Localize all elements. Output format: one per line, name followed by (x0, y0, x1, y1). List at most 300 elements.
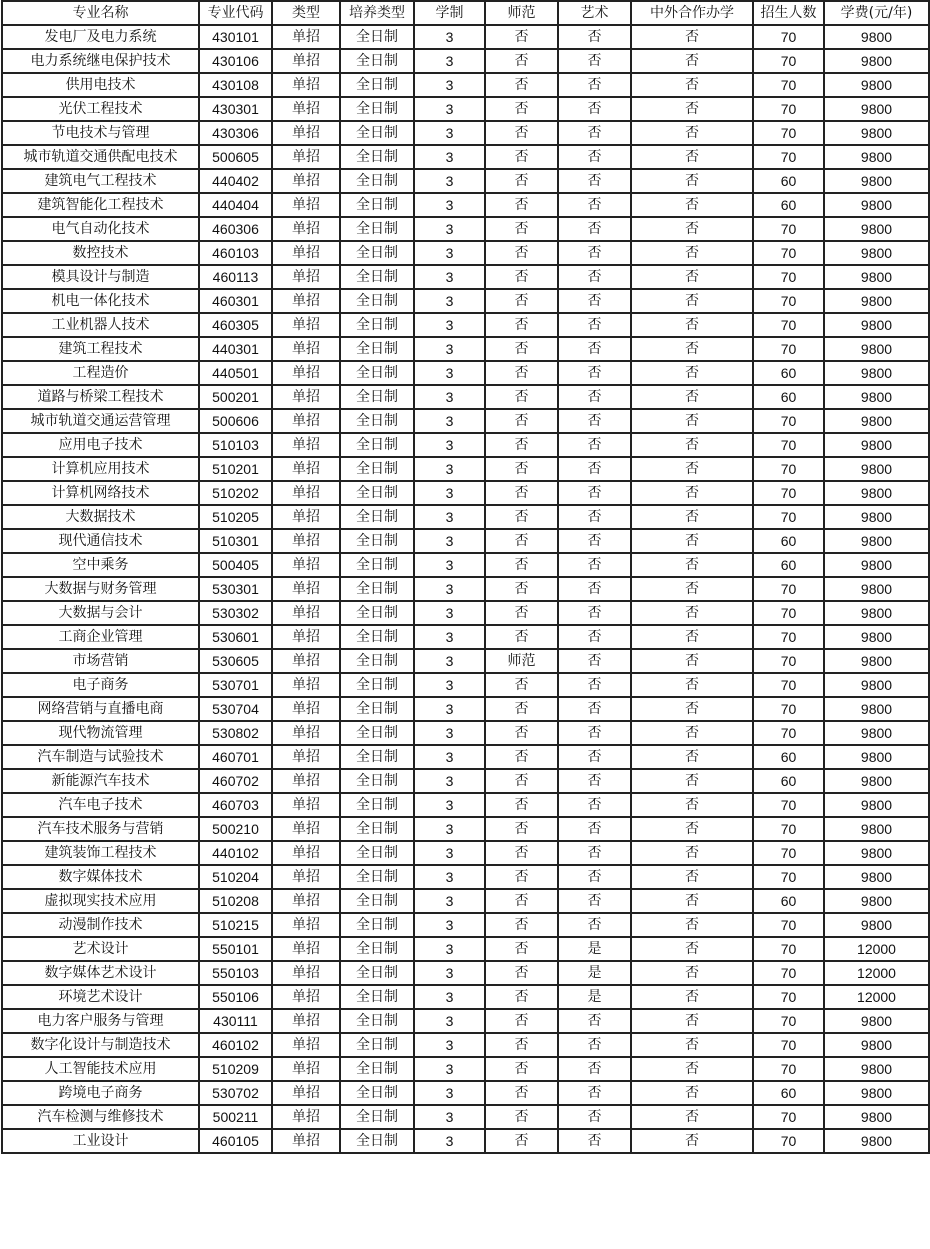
cell-major-name: 城市轨道交通运营管理 (2, 409, 199, 433)
cell-enrollment-count: 70 (753, 649, 824, 673)
cell-admission-type: 单招 (272, 529, 340, 553)
cell-art: 否 (558, 169, 631, 193)
cell-major-name: 动漫制作技术 (2, 913, 199, 937)
cell-art: 否 (558, 1081, 631, 1105)
cell-major-name: 模具设计与制造 (2, 265, 199, 289)
cell-study-mode: 全日制 (340, 913, 414, 937)
table-row (2, 1129, 929, 1153)
cell-study-mode: 全日制 (340, 673, 414, 697)
cell-art: 否 (558, 721, 631, 745)
cell-duration: 3 (414, 721, 485, 745)
cell-major-code: 460305 (199, 313, 272, 337)
cell-major-name: 道路与桥梁工程技术 (2, 385, 199, 409)
cell-sino-foreign: 否 (631, 1105, 753, 1129)
cell-major-name: 供用电技术 (2, 73, 199, 97)
table-row (2, 865, 929, 889)
cell-tuition: 9800 (824, 793, 929, 817)
cell-sino-foreign: 否 (631, 553, 753, 577)
cell-sino-foreign: 否 (631, 73, 753, 97)
cell-sino-foreign: 否 (631, 865, 753, 889)
header-study-mode: 培养类型 (340, 1, 414, 25)
cell-teacher-training: 否 (485, 121, 558, 145)
cell-duration: 3 (414, 625, 485, 649)
table-row (2, 409, 929, 433)
cell-sino-foreign: 否 (631, 817, 753, 841)
cell-major-code: 460113 (199, 265, 272, 289)
cell-major-code: 530605 (199, 649, 272, 673)
cell-duration: 3 (414, 889, 485, 913)
cell-study-mode: 全日制 (340, 217, 414, 241)
cell-admission-type: 单招 (272, 25, 340, 49)
cell-major-name: 数控技术 (2, 241, 199, 265)
cell-admission-type: 单招 (272, 169, 340, 193)
cell-art: 否 (558, 241, 631, 265)
cell-teacher-training: 否 (485, 145, 558, 169)
cell-major-name: 网络营销与直播电商 (2, 697, 199, 721)
cell-teacher-training: 否 (485, 553, 558, 577)
cell-study-mode: 全日制 (340, 457, 414, 481)
cell-sino-foreign: 否 (631, 745, 753, 769)
table-body (2, 25, 929, 1153)
cell-enrollment-count: 60 (753, 169, 824, 193)
cell-tuition: 9800 (824, 1081, 929, 1105)
cell-admission-type: 单招 (272, 601, 340, 625)
cell-major-name: 工业设计 (2, 1129, 199, 1153)
cell-study-mode: 全日制 (340, 385, 414, 409)
cell-teacher-training: 否 (485, 1081, 558, 1105)
cell-admission-type: 单招 (272, 865, 340, 889)
cell-duration: 3 (414, 313, 485, 337)
cell-sino-foreign: 否 (631, 97, 753, 121)
cell-study-mode: 全日制 (340, 505, 414, 529)
cell-major-code: 530601 (199, 625, 272, 649)
cell-tuition: 9800 (824, 169, 929, 193)
cell-major-code: 510208 (199, 889, 272, 913)
cell-major-code: 500606 (199, 409, 272, 433)
cell-sino-foreign: 否 (631, 289, 753, 313)
cell-art: 否 (558, 481, 631, 505)
cell-teacher-training: 否 (485, 1033, 558, 1057)
cell-admission-type: 单招 (272, 553, 340, 577)
table-row (2, 769, 929, 793)
cell-major-code: 530702 (199, 1081, 272, 1105)
cell-major-code: 510103 (199, 433, 272, 457)
cell-sino-foreign: 否 (631, 481, 753, 505)
cell-tuition: 9800 (824, 289, 929, 313)
cell-study-mode: 全日制 (340, 337, 414, 361)
cell-teacher-training: 否 (485, 697, 558, 721)
cell-tuition: 9800 (824, 337, 929, 361)
table-row (2, 817, 929, 841)
cell-duration: 3 (414, 865, 485, 889)
cell-enrollment-count: 70 (753, 433, 824, 457)
cell-major-name: 数字媒体艺术设计 (2, 961, 199, 985)
cell-major-code: 460103 (199, 241, 272, 265)
cell-enrollment-count: 70 (753, 313, 824, 337)
cell-duration: 3 (414, 97, 485, 121)
table-header (2, 1, 929, 25)
cell-teacher-training: 否 (485, 169, 558, 193)
cell-teacher-training: 否 (485, 673, 558, 697)
cell-admission-type: 单招 (272, 481, 340, 505)
table-row (2, 793, 929, 817)
cell-duration: 3 (414, 193, 485, 217)
cell-major-name: 建筑工程技术 (2, 337, 199, 361)
cell-art: 否 (558, 625, 631, 649)
cell-sino-foreign: 否 (631, 337, 753, 361)
cell-enrollment-count: 70 (753, 481, 824, 505)
cell-teacher-training: 否 (485, 1009, 558, 1033)
cell-major-code: 530301 (199, 577, 272, 601)
cell-tuition: 9800 (824, 145, 929, 169)
cell-art: 否 (558, 1105, 631, 1129)
cell-major-name: 汽车检测与维修技术 (2, 1105, 199, 1129)
cell-study-mode: 全日制 (340, 721, 414, 745)
cell-tuition: 9800 (824, 601, 929, 625)
cell-admission-type: 单招 (272, 145, 340, 169)
cell-major-name: 汽车制造与试验技术 (2, 745, 199, 769)
cell-tuition: 12000 (824, 961, 929, 985)
cell-duration: 3 (414, 337, 485, 361)
cell-study-mode: 全日制 (340, 889, 414, 913)
cell-major-name: 汽车电子技术 (2, 793, 199, 817)
cell-admission-type: 单招 (272, 409, 340, 433)
cell-tuition: 9800 (824, 49, 929, 73)
cell-duration: 3 (414, 745, 485, 769)
cell-admission-type: 单招 (272, 193, 340, 217)
cell-sino-foreign: 否 (631, 529, 753, 553)
cell-study-mode: 全日制 (340, 193, 414, 217)
cell-admission-type: 单招 (272, 1009, 340, 1033)
cell-sino-foreign: 否 (631, 769, 753, 793)
cell-art: 否 (558, 121, 631, 145)
cell-teacher-training: 否 (485, 385, 558, 409)
cell-duration: 3 (414, 265, 485, 289)
cell-major-name: 现代通信技术 (2, 529, 199, 553)
cell-tuition: 9800 (824, 505, 929, 529)
cell-tuition: 9800 (824, 913, 929, 937)
cell-enrollment-count: 70 (753, 721, 824, 745)
cell-tuition: 9800 (824, 889, 929, 913)
cell-art: 否 (558, 889, 631, 913)
cell-duration: 3 (414, 793, 485, 817)
cell-art: 否 (558, 505, 631, 529)
cell-study-mode: 全日制 (340, 121, 414, 145)
cell-teacher-training: 否 (485, 1129, 558, 1153)
cell-major-code: 530802 (199, 721, 272, 745)
cell-enrollment-count: 70 (753, 673, 824, 697)
cell-art: 否 (558, 73, 631, 97)
cell-sino-foreign: 否 (631, 1129, 753, 1153)
cell-study-mode: 全日制 (340, 529, 414, 553)
cell-tuition: 9800 (824, 769, 929, 793)
cell-admission-type: 单招 (272, 961, 340, 985)
cell-enrollment-count: 70 (753, 289, 824, 313)
cell-duration: 3 (414, 553, 485, 577)
cell-duration: 3 (414, 529, 485, 553)
cell-art: 否 (558, 313, 631, 337)
cell-sino-foreign: 否 (631, 721, 753, 745)
cell-enrollment-count: 70 (753, 121, 824, 145)
cell-teacher-training: 否 (485, 97, 558, 121)
cell-teacher-training: 否 (485, 505, 558, 529)
cell-enrollment-count: 70 (753, 1033, 824, 1057)
cell-duration: 3 (414, 361, 485, 385)
cell-duration: 3 (414, 1105, 485, 1129)
cell-duration: 3 (414, 217, 485, 241)
cell-teacher-training: 否 (485, 577, 558, 601)
table-row (2, 481, 929, 505)
cell-teacher-training: 否 (485, 793, 558, 817)
cell-major-name: 电气自动化技术 (2, 217, 199, 241)
cell-major-code: 460102 (199, 1033, 272, 1057)
cell-major-name: 节电技术与管理 (2, 121, 199, 145)
cell-major-code: 510204 (199, 865, 272, 889)
header-admission-type: 类型 (272, 1, 340, 25)
cell-teacher-training: 否 (485, 937, 558, 961)
table-row (2, 697, 929, 721)
cell-admission-type: 单招 (272, 505, 340, 529)
cell-admission-type: 单招 (272, 385, 340, 409)
cell-sino-foreign: 否 (631, 193, 753, 217)
cell-art: 否 (558, 49, 631, 73)
cell-duration: 3 (414, 1057, 485, 1081)
cell-major-name: 电力客户服务与管理 (2, 1009, 199, 1033)
cell-sino-foreign: 否 (631, 649, 753, 673)
cell-art: 否 (558, 865, 631, 889)
cell-tuition: 9800 (824, 673, 929, 697)
cell-enrollment-count: 70 (753, 793, 824, 817)
cell-major-code: 460105 (199, 1129, 272, 1153)
cell-sino-foreign: 否 (631, 913, 753, 937)
cell-admission-type: 单招 (272, 433, 340, 457)
cell-art: 否 (558, 745, 631, 769)
table-row (2, 1057, 929, 1081)
cell-tuition: 9800 (824, 97, 929, 121)
cell-study-mode: 全日制 (340, 361, 414, 385)
cell-duration: 3 (414, 1129, 485, 1153)
cell-study-mode: 全日制 (340, 745, 414, 769)
cell-art: 否 (558, 697, 631, 721)
cell-study-mode: 全日制 (340, 265, 414, 289)
cell-art: 否 (558, 1057, 631, 1081)
cell-admission-type: 单招 (272, 1129, 340, 1153)
table-row (2, 121, 929, 145)
cell-major-code: 500201 (199, 385, 272, 409)
cell-study-mode: 全日制 (340, 73, 414, 97)
table-row (2, 1081, 929, 1105)
cell-major-code: 460701 (199, 745, 272, 769)
cell-major-name: 应用电子技术 (2, 433, 199, 457)
table-row (2, 73, 929, 97)
cell-art: 否 (558, 409, 631, 433)
cell-art: 否 (558, 913, 631, 937)
cell-tuition: 9800 (824, 1105, 929, 1129)
cell-teacher-training: 否 (485, 817, 558, 841)
cell-teacher-training: 否 (485, 361, 558, 385)
cell-major-name: 人工智能技术应用 (2, 1057, 199, 1081)
cell-admission-type: 单招 (272, 649, 340, 673)
cell-teacher-training: 否 (485, 457, 558, 481)
cell-major-name: 工业机器人技术 (2, 313, 199, 337)
cell-sino-foreign: 否 (631, 241, 753, 265)
cell-enrollment-count: 60 (753, 553, 824, 577)
table-row (2, 169, 929, 193)
cell-sino-foreign: 否 (631, 505, 753, 529)
cell-art: 否 (558, 601, 631, 625)
cell-admission-type: 单招 (272, 457, 340, 481)
cell-admission-type: 单招 (272, 73, 340, 97)
cell-enrollment-count: 70 (753, 961, 824, 985)
cell-teacher-training: 否 (485, 1057, 558, 1081)
cell-major-name: 新能源汽车技术 (2, 769, 199, 793)
cell-major-code: 440404 (199, 193, 272, 217)
cell-admission-type: 单招 (272, 937, 340, 961)
cell-sino-foreign: 否 (631, 1057, 753, 1081)
cell-art: 否 (558, 25, 631, 49)
cell-enrollment-count: 70 (753, 841, 824, 865)
cell-art: 否 (558, 817, 631, 841)
cell-art: 否 (558, 529, 631, 553)
cell-teacher-training: 否 (485, 913, 558, 937)
cell-major-name: 虚拟现实技术应用 (2, 889, 199, 913)
table-row (2, 745, 929, 769)
cell-major-code: 510201 (199, 457, 272, 481)
cell-major-name: 大数据与财务管理 (2, 577, 199, 601)
cell-enrollment-count: 60 (753, 385, 824, 409)
cell-admission-type: 单招 (272, 985, 340, 1009)
cell-enrollment-count: 70 (753, 241, 824, 265)
cell-enrollment-count: 70 (753, 913, 824, 937)
table-row (2, 937, 929, 961)
cell-sino-foreign: 否 (631, 601, 753, 625)
cell-duration: 3 (414, 649, 485, 673)
cell-teacher-training: 否 (485, 865, 558, 889)
cell-tuition: 9800 (824, 385, 929, 409)
cell-sino-foreign: 否 (631, 49, 753, 73)
cell-major-name: 建筑智能化工程技术 (2, 193, 199, 217)
cell-art: 否 (558, 289, 631, 313)
cell-tuition: 9800 (824, 409, 929, 433)
table-row (2, 49, 929, 73)
cell-admission-type: 单招 (272, 841, 340, 865)
cell-teacher-training: 否 (485, 841, 558, 865)
cell-tuition: 9800 (824, 73, 929, 97)
cell-study-mode: 全日制 (340, 1033, 414, 1057)
cell-sino-foreign: 否 (631, 457, 753, 481)
cell-admission-type: 单招 (272, 121, 340, 145)
cell-sino-foreign: 否 (631, 937, 753, 961)
cell-major-code: 430301 (199, 97, 272, 121)
cell-teacher-training: 师范 (485, 649, 558, 673)
cell-teacher-training: 否 (485, 745, 558, 769)
cell-major-code: 430108 (199, 73, 272, 97)
cell-tuition: 9800 (824, 745, 929, 769)
cell-duration: 3 (414, 25, 485, 49)
cell-enrollment-count: 60 (753, 745, 824, 769)
cell-tuition: 9800 (824, 577, 929, 601)
table-row (2, 1033, 929, 1057)
cell-teacher-training: 否 (485, 289, 558, 313)
cell-duration: 3 (414, 769, 485, 793)
cell-major-name: 计算机网络技术 (2, 481, 199, 505)
cell-enrollment-count: 70 (753, 145, 824, 169)
cell-study-mode: 全日制 (340, 625, 414, 649)
header-row (2, 1, 929, 25)
cell-study-mode: 全日制 (340, 553, 414, 577)
cell-tuition: 12000 (824, 937, 929, 961)
cell-sino-foreign: 否 (631, 577, 753, 601)
cell-major-code: 510301 (199, 529, 272, 553)
cell-duration: 3 (414, 481, 485, 505)
cell-art: 否 (558, 1009, 631, 1033)
cell-major-name: 汽车技术服务与营销 (2, 817, 199, 841)
cell-major-name: 市场营销 (2, 649, 199, 673)
cell-sino-foreign: 否 (631, 793, 753, 817)
cell-major-code: 510209 (199, 1057, 272, 1081)
table-row (2, 505, 929, 529)
cell-art: 否 (558, 673, 631, 697)
table-row (2, 961, 929, 985)
cell-admission-type: 单招 (272, 889, 340, 913)
cell-sino-foreign: 否 (631, 841, 753, 865)
cell-tuition: 9800 (824, 241, 929, 265)
cell-sino-foreign: 否 (631, 361, 753, 385)
cell-teacher-training: 否 (485, 769, 558, 793)
cell-admission-type: 单招 (272, 241, 340, 265)
header-art: 艺术 (558, 1, 631, 25)
cell-enrollment-count: 70 (753, 25, 824, 49)
cell-art: 否 (558, 841, 631, 865)
cell-major-name: 电力系统继电保护技术 (2, 49, 199, 73)
cell-duration: 3 (414, 817, 485, 841)
cell-tuition: 9800 (824, 1033, 929, 1057)
cell-art: 否 (558, 433, 631, 457)
cell-teacher-training: 否 (485, 337, 558, 361)
table-row (2, 1105, 929, 1129)
cell-admission-type: 单招 (272, 1057, 340, 1081)
cell-teacher-training: 否 (485, 25, 558, 49)
cell-major-code: 550106 (199, 985, 272, 1009)
cell-study-mode: 全日制 (340, 1129, 414, 1153)
cell-enrollment-count: 70 (753, 937, 824, 961)
cell-major-code: 460301 (199, 289, 272, 313)
table-row (2, 289, 929, 313)
header-duration: 学制 (414, 1, 485, 25)
cell-major-code: 460702 (199, 769, 272, 793)
table-row (2, 673, 929, 697)
cell-duration: 3 (414, 913, 485, 937)
cell-art: 否 (558, 457, 631, 481)
table-row (2, 145, 929, 169)
cell-major-code: 430101 (199, 25, 272, 49)
table-row (2, 913, 929, 937)
cell-study-mode: 全日制 (340, 985, 414, 1009)
cell-tuition: 9800 (824, 625, 929, 649)
cell-duration: 3 (414, 385, 485, 409)
cell-major-code: 430306 (199, 121, 272, 145)
table-row (2, 193, 929, 217)
cell-teacher-training: 否 (485, 49, 558, 73)
cell-art: 否 (558, 553, 631, 577)
cell-enrollment-count: 70 (753, 49, 824, 73)
cell-duration: 3 (414, 289, 485, 313)
cell-teacher-training: 否 (485, 217, 558, 241)
cell-study-mode: 全日制 (340, 241, 414, 265)
cell-study-mode: 全日制 (340, 793, 414, 817)
cell-enrollment-count: 70 (753, 601, 824, 625)
table-row (2, 985, 929, 1009)
